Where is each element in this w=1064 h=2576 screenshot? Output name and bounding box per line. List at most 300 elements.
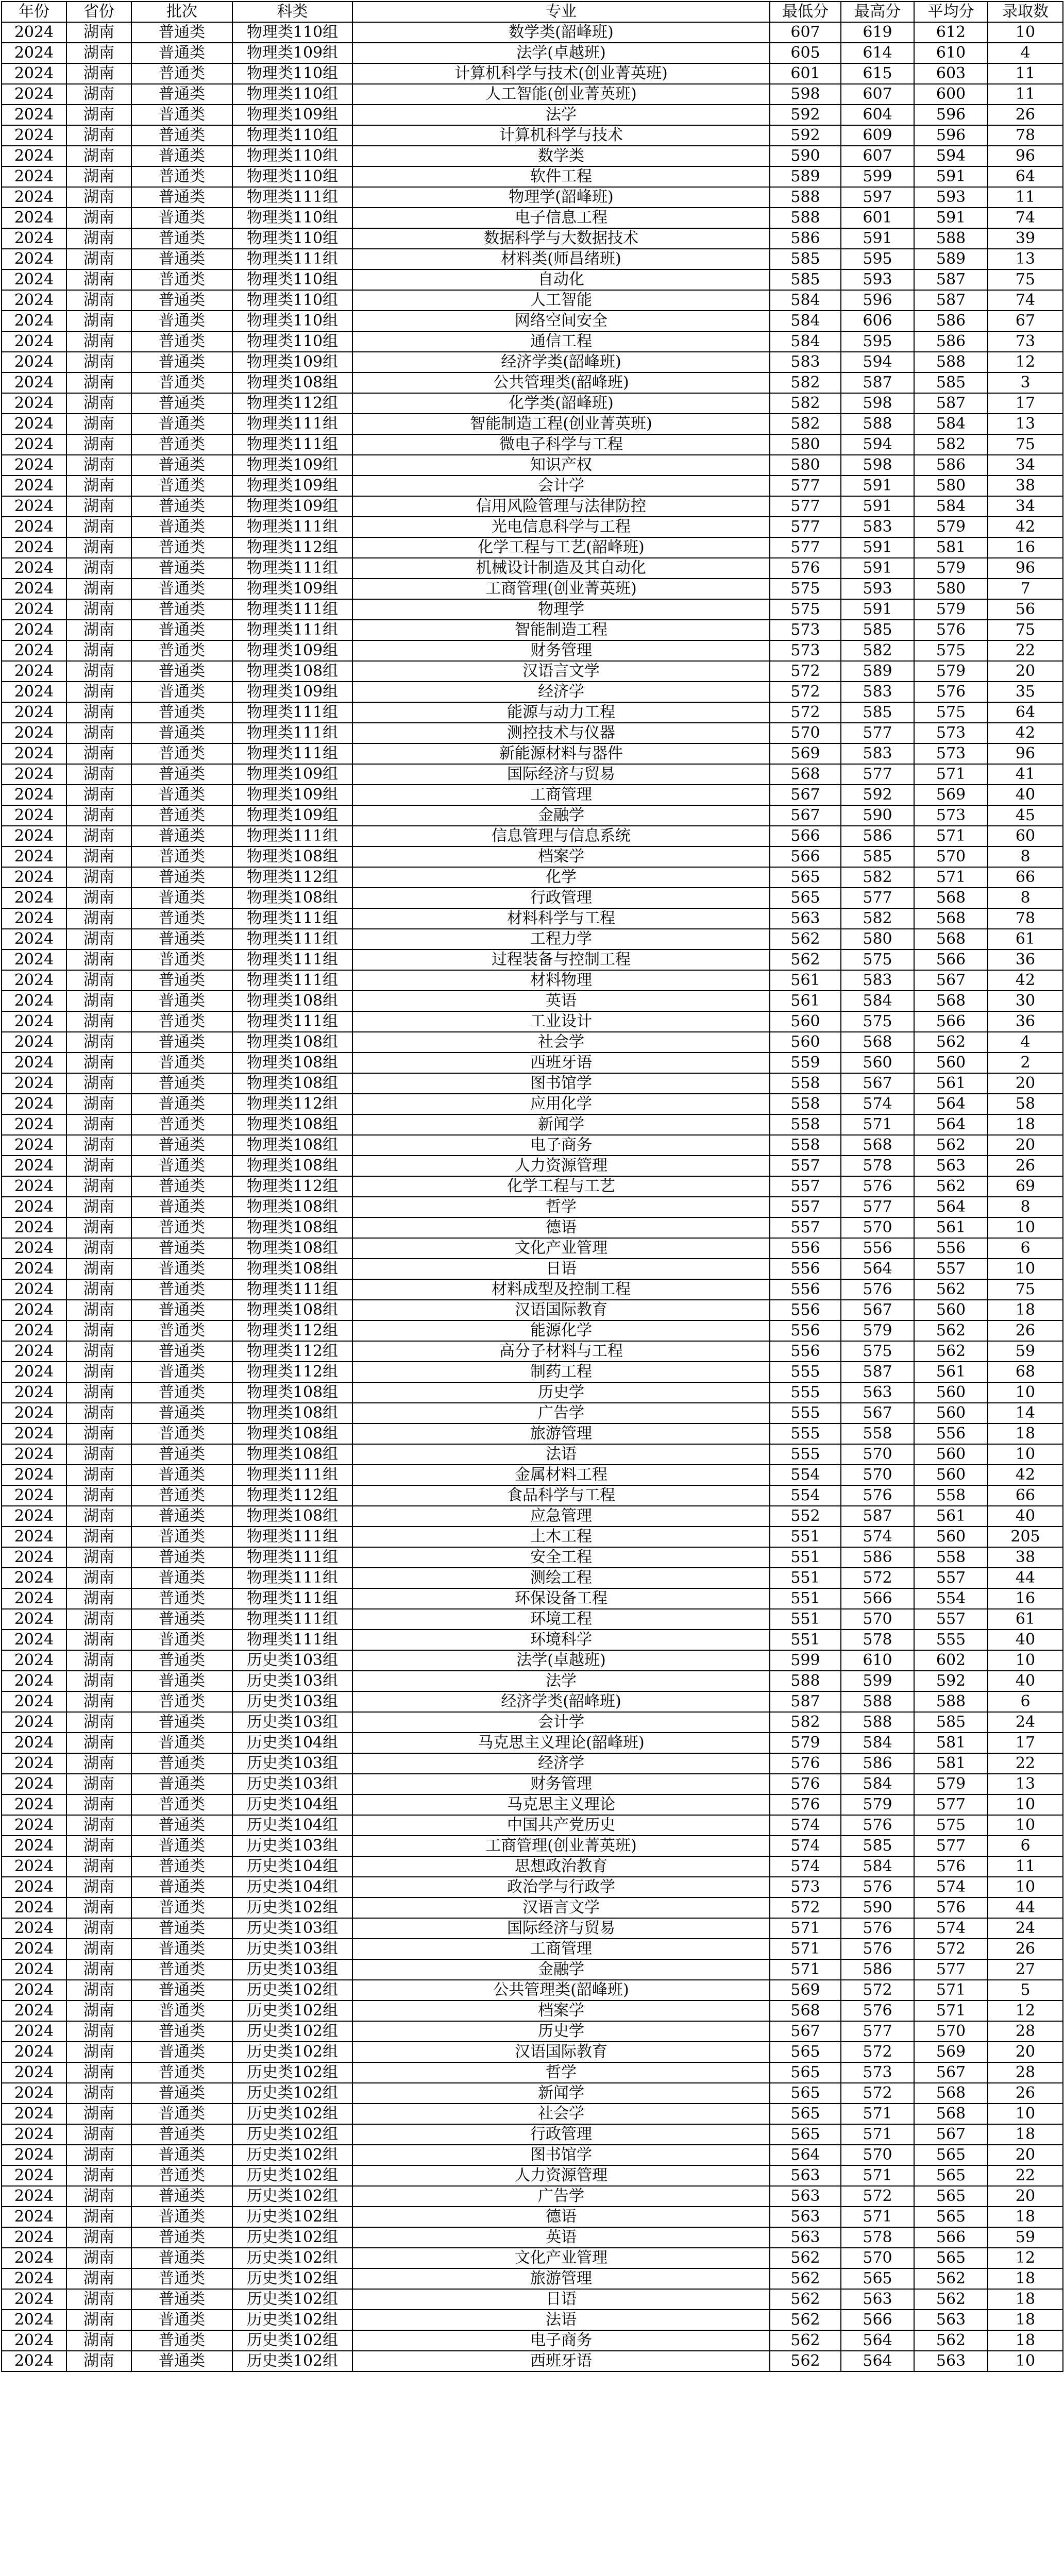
cell-batch: 普通类 bbox=[131, 228, 232, 249]
cell-min-score: 575 bbox=[770, 599, 841, 620]
cell-min-score: 568 bbox=[770, 764, 841, 785]
cell-year: 2024 bbox=[2, 1279, 66, 1300]
cell-subject-type: 物理类108组 bbox=[232, 1238, 352, 1259]
table-row bbox=[2, 2062, 1063, 2083]
cell-subject-type: 历史类102组 bbox=[232, 2145, 352, 2165]
cell-avg-score: 587 bbox=[914, 269, 988, 290]
cell-max-score: 599 bbox=[841, 166, 914, 187]
cell-min-score: 552 bbox=[770, 1506, 841, 1527]
cell-avg-score: 573 bbox=[914, 723, 988, 743]
cell-avg-score: 579 bbox=[914, 517, 988, 537]
cell-batch: 普通类 bbox=[131, 1135, 232, 1156]
table-row bbox=[2, 1918, 1063, 1939]
cell-max-score: 571 bbox=[841, 2165, 914, 2186]
cell-major: 物理学 bbox=[352, 599, 770, 620]
cell-province: 湖南 bbox=[66, 1630, 131, 1650]
cell-major: 人工智能 bbox=[352, 290, 770, 311]
table-row bbox=[2, 1609, 1063, 1630]
cell-admitted-count: 22 bbox=[988, 640, 1063, 661]
cell-batch: 普通类 bbox=[131, 1527, 232, 1547]
cell-major: 电子信息工程 bbox=[352, 208, 770, 228]
cell-batch: 普通类 bbox=[131, 2104, 232, 2124]
cell-subject-type: 物理类108组 bbox=[232, 1259, 352, 1279]
cell-major: 经济学 bbox=[352, 682, 770, 702]
table-row bbox=[2, 455, 1063, 476]
cell-avg-score: 564 bbox=[914, 1197, 988, 1217]
cell-avg-score: 569 bbox=[914, 785, 988, 805]
cell-subject-type: 历史类102组 bbox=[232, 2310, 352, 2330]
cell-province: 湖南 bbox=[66, 1650, 131, 1671]
cell-max-score: 601 bbox=[841, 208, 914, 228]
cell-min-score: 572 bbox=[770, 1897, 841, 1918]
cell-major: 环保设备工程 bbox=[352, 1588, 770, 1609]
cell-subject-type: 历史类104组 bbox=[232, 1794, 352, 1815]
table-row bbox=[2, 125, 1063, 146]
cell-batch: 普通类 bbox=[131, 764, 232, 785]
cell-max-score: 593 bbox=[841, 579, 914, 599]
cell-min-score: 557 bbox=[770, 1176, 841, 1197]
cell-batch: 普通类 bbox=[131, 1259, 232, 1279]
cell-avg-score: 581 bbox=[914, 537, 988, 558]
cell-max-score: 610 bbox=[841, 1650, 914, 1671]
table-row bbox=[2, 2104, 1063, 2124]
cell-province: 湖南 bbox=[66, 2186, 131, 2207]
cell-province: 湖南 bbox=[66, 434, 131, 455]
table-row bbox=[2, 1671, 1063, 1691]
table-row bbox=[2, 908, 1063, 929]
cell-avg-score: 577 bbox=[914, 1794, 988, 1815]
cell-province: 湖南 bbox=[66, 805, 131, 826]
cell-year: 2024 bbox=[2, 2062, 66, 2083]
cell-admitted-count: 96 bbox=[988, 558, 1063, 579]
cell-admitted-count: 42 bbox=[988, 970, 1063, 991]
cell-subject-type: 历史类102组 bbox=[232, 2268, 352, 2289]
cell-major: 智能制造工程 bbox=[352, 620, 770, 640]
cell-subject-type: 历史类102组 bbox=[232, 2001, 352, 2021]
cell-min-score: 570 bbox=[770, 723, 841, 743]
cell-year: 2024 bbox=[2, 2186, 66, 2207]
cell-admitted-count: 75 bbox=[988, 620, 1063, 640]
cell-subject-type: 物理类111组 bbox=[232, 1011, 352, 1032]
cell-admitted-count: 61 bbox=[988, 1609, 1063, 1630]
table-row bbox=[2, 1423, 1063, 1444]
cell-province: 湖南 bbox=[66, 22, 131, 43]
cell-min-score: 586 bbox=[770, 228, 841, 249]
cell-subject-type: 物理类112组 bbox=[232, 1320, 352, 1341]
cell-batch: 普通类 bbox=[131, 723, 232, 743]
cell-batch: 普通类 bbox=[131, 1959, 232, 1980]
cell-subject-type: 物理类111组 bbox=[232, 908, 352, 929]
table-row bbox=[2, 476, 1063, 496]
cell-year: 2024 bbox=[2, 166, 66, 187]
cell-subject-type: 物理类109组 bbox=[232, 43, 352, 63]
cell-min-score: 582 bbox=[770, 1712, 841, 1733]
cell-avg-score: 576 bbox=[914, 620, 988, 640]
cell-min-score: 583 bbox=[770, 352, 841, 372]
cell-min-score: 601 bbox=[770, 63, 841, 84]
cell-batch: 普通类 bbox=[131, 2165, 232, 2186]
header-batch: 批次 bbox=[131, 2, 232, 22]
cell-major: 文化产业管理 bbox=[352, 2248, 770, 2268]
cell-avg-score: 561 bbox=[914, 1362, 988, 1382]
cell-major: 计算机科学与技术(创业菁英班) bbox=[352, 63, 770, 84]
cell-min-score: 556 bbox=[770, 1341, 841, 1362]
cell-batch: 普通类 bbox=[131, 970, 232, 991]
cell-major: 机械设计制造及其自动化 bbox=[352, 558, 770, 579]
cell-major: 人工智能(创业菁英班) bbox=[352, 84, 770, 105]
cell-batch: 普通类 bbox=[131, 1382, 232, 1403]
cell-major: 公共管理类(韶峰班) bbox=[352, 1980, 770, 2001]
cell-batch: 普通类 bbox=[131, 1691, 232, 1712]
cell-subject-type: 历史类102组 bbox=[232, 2227, 352, 2248]
cell-batch: 普通类 bbox=[131, 1444, 232, 1465]
cell-batch: 普通类 bbox=[131, 84, 232, 105]
cell-max-score: 571 bbox=[841, 1114, 914, 1135]
cell-admitted-count: 66 bbox=[988, 1485, 1063, 1506]
cell-province: 湖南 bbox=[66, 537, 131, 558]
table-row bbox=[2, 1341, 1063, 1362]
cell-province: 湖南 bbox=[66, 2083, 131, 2104]
cell-subject-type: 物理类110组 bbox=[232, 63, 352, 84]
cell-max-score: 585 bbox=[841, 620, 914, 640]
table-row bbox=[2, 805, 1063, 826]
cell-min-score: 592 bbox=[770, 105, 841, 125]
cell-min-score: 556 bbox=[770, 1238, 841, 1259]
cell-major: 汉语言文学 bbox=[352, 661, 770, 682]
cell-avg-score: 588 bbox=[914, 352, 988, 372]
table-row bbox=[2, 2001, 1063, 2021]
cell-year: 2024 bbox=[2, 846, 66, 867]
cell-province: 湖南 bbox=[66, 63, 131, 84]
cell-max-score: 591 bbox=[841, 476, 914, 496]
table-row bbox=[2, 105, 1063, 125]
cell-min-score: 554 bbox=[770, 1465, 841, 1485]
cell-year: 2024 bbox=[2, 620, 66, 640]
cell-min-score: 554 bbox=[770, 1485, 841, 1506]
cell-min-score: 551 bbox=[770, 1568, 841, 1588]
cell-admitted-count: 20 bbox=[988, 1135, 1063, 1156]
cell-year: 2024 bbox=[2, 970, 66, 991]
table-row bbox=[2, 1506, 1063, 1527]
cell-major: 化学工程与工艺(韶峰班) bbox=[352, 537, 770, 558]
cell-subject-type: 历史类104组 bbox=[232, 1877, 352, 1897]
cell-province: 湖南 bbox=[66, 723, 131, 743]
cell-avg-score: 575 bbox=[914, 702, 988, 723]
cell-max-score: 575 bbox=[841, 1341, 914, 1362]
cell-admitted-count: 26 bbox=[988, 1939, 1063, 1959]
cell-admitted-count: 16 bbox=[988, 1588, 1063, 1609]
cell-max-score: 572 bbox=[841, 2042, 914, 2062]
cell-avg-score: 591 bbox=[914, 208, 988, 228]
cell-major: 经济学类(韶峰班) bbox=[352, 352, 770, 372]
cell-year: 2024 bbox=[2, 1176, 66, 1197]
cell-admitted-count: 75 bbox=[988, 434, 1063, 455]
cell-max-score: 619 bbox=[841, 22, 914, 43]
cell-max-score: 590 bbox=[841, 805, 914, 826]
cell-max-score: 567 bbox=[841, 1300, 914, 1320]
cell-subject-type: 物理类109组 bbox=[232, 805, 352, 826]
cell-admitted-count: 11 bbox=[988, 63, 1063, 84]
cell-admitted-count: 22 bbox=[988, 1753, 1063, 1774]
cell-subject-type: 物理类108组 bbox=[232, 1114, 352, 1135]
cell-year: 2024 bbox=[2, 1547, 66, 1568]
cell-year: 2024 bbox=[2, 558, 66, 579]
cell-major: 土木工程 bbox=[352, 1527, 770, 1547]
cell-subject-type: 物理类111组 bbox=[232, 826, 352, 846]
cell-province: 湖南 bbox=[66, 2310, 131, 2330]
cell-max-score: 570 bbox=[841, 1465, 914, 1485]
table-row bbox=[2, 2186, 1063, 2207]
cell-subject-type: 物理类110组 bbox=[232, 125, 352, 146]
cell-province: 湖南 bbox=[66, 43, 131, 63]
cell-avg-score: 576 bbox=[914, 682, 988, 702]
cell-avg-score: 562 bbox=[914, 2268, 988, 2289]
cell-admitted-count: 13 bbox=[988, 249, 1063, 269]
table-row bbox=[2, 579, 1063, 599]
cell-major: 化学工程与工艺 bbox=[352, 1176, 770, 1197]
cell-subject-type: 历史类103组 bbox=[232, 1650, 352, 1671]
cell-admitted-count: 44 bbox=[988, 1568, 1063, 1588]
cell-min-score: 571 bbox=[770, 1939, 841, 1959]
cell-max-score: 591 bbox=[841, 537, 914, 558]
cell-province: 湖南 bbox=[66, 1238, 131, 1259]
table-row bbox=[2, 620, 1063, 640]
cell-admitted-count: 10 bbox=[988, 1444, 1063, 1465]
cell-min-score: 585 bbox=[770, 269, 841, 290]
cell-major: 化学类(韶峰班) bbox=[352, 393, 770, 414]
cell-min-score: 573 bbox=[770, 640, 841, 661]
cell-major: 高分子材料与工程 bbox=[352, 1341, 770, 1362]
table-row bbox=[2, 2083, 1063, 2104]
cell-admitted-count: 61 bbox=[988, 929, 1063, 950]
cell-year: 2024 bbox=[2, 1114, 66, 1135]
cell-admitted-count: 11 bbox=[988, 1856, 1063, 1877]
cell-major: 经济学类(韶峰班) bbox=[352, 1691, 770, 1712]
cell-subject-type: 物理类108组 bbox=[232, 1382, 352, 1403]
cell-avg-score: 594 bbox=[914, 146, 988, 166]
cell-min-score: 551 bbox=[770, 1588, 841, 1609]
cell-batch: 普通类 bbox=[131, 620, 232, 640]
cell-max-score: 584 bbox=[841, 1733, 914, 1753]
cell-avg-score: 581 bbox=[914, 1753, 988, 1774]
cell-avg-score: 586 bbox=[914, 455, 988, 476]
cell-min-score: 607 bbox=[770, 22, 841, 43]
cell-subject-type: 物理类108组 bbox=[232, 661, 352, 682]
cell-admitted-count: 28 bbox=[988, 2021, 1063, 2042]
cell-major: 档案学 bbox=[352, 2001, 770, 2021]
cell-admitted-count: 24 bbox=[988, 1712, 1063, 1733]
cell-batch: 普通类 bbox=[131, 1712, 232, 1733]
cell-max-score: 591 bbox=[841, 599, 914, 620]
cell-major: 法语 bbox=[352, 2310, 770, 2330]
cell-admitted-count: 8 bbox=[988, 846, 1063, 867]
cell-admitted-count: 26 bbox=[988, 105, 1063, 125]
cell-max-score: 577 bbox=[841, 723, 914, 743]
cell-subject-type: 物理类108组 bbox=[232, 1156, 352, 1176]
cell-province: 湖南 bbox=[66, 1300, 131, 1320]
cell-max-score: 575 bbox=[841, 950, 914, 970]
cell-batch: 普通类 bbox=[131, 1176, 232, 1197]
cell-province: 湖南 bbox=[66, 2351, 131, 2371]
cell-year: 2024 bbox=[2, 1382, 66, 1403]
cell-subject-type: 物理类111组 bbox=[232, 1588, 352, 1609]
cell-admitted-count: 42 bbox=[988, 723, 1063, 743]
cell-year: 2024 bbox=[2, 1444, 66, 1465]
cell-min-score: 588 bbox=[770, 187, 841, 208]
cell-province: 湖南 bbox=[66, 105, 131, 125]
cell-max-score: 576 bbox=[841, 1485, 914, 1506]
cell-major: 旅游管理 bbox=[352, 1423, 770, 1444]
cell-province: 湖南 bbox=[66, 1156, 131, 1176]
cell-batch: 普通类 bbox=[131, 1939, 232, 1959]
cell-admitted-count: 18 bbox=[988, 1114, 1063, 1135]
cell-min-score: 577 bbox=[770, 496, 841, 517]
table-row bbox=[2, 43, 1063, 63]
cell-batch: 普通类 bbox=[131, 1836, 232, 1856]
cell-batch: 普通类 bbox=[131, 372, 232, 393]
cell-avg-score: 600 bbox=[914, 84, 988, 105]
cell-major: 智能制造工程(创业菁英班) bbox=[352, 414, 770, 434]
cell-admitted-count: 4 bbox=[988, 43, 1063, 63]
cell-province: 湖南 bbox=[66, 1980, 131, 2001]
cell-max-score: 583 bbox=[841, 517, 914, 537]
cell-province: 湖南 bbox=[66, 2124, 131, 2145]
cell-batch: 普通类 bbox=[131, 1650, 232, 1671]
cell-subject-type: 物理类111组 bbox=[232, 723, 352, 743]
cell-batch: 普通类 bbox=[131, 929, 232, 950]
cell-max-score: 590 bbox=[841, 1897, 914, 1918]
cell-min-score: 551 bbox=[770, 1630, 841, 1650]
cell-year: 2024 bbox=[2, 2330, 66, 2351]
table-row bbox=[2, 2268, 1063, 2289]
cell-avg-score: 568 bbox=[914, 2104, 988, 2124]
cell-year: 2024 bbox=[2, 2268, 66, 2289]
cell-batch: 普通类 bbox=[131, 2330, 232, 2351]
cell-max-score: 606 bbox=[841, 311, 914, 331]
cell-avg-score: 579 bbox=[914, 558, 988, 579]
cell-max-score: 584 bbox=[841, 991, 914, 1011]
cell-year: 2024 bbox=[2, 1527, 66, 1547]
cell-min-score: 556 bbox=[770, 1279, 841, 1300]
cell-admitted-count: 96 bbox=[988, 146, 1063, 166]
cell-year: 2024 bbox=[2, 702, 66, 723]
cell-subject-type: 历史类103组 bbox=[232, 1939, 352, 1959]
cell-subject-type: 物理类111组 bbox=[232, 1279, 352, 1300]
cell-min-score: 577 bbox=[770, 476, 841, 496]
cell-max-score: 584 bbox=[841, 1856, 914, 1877]
cell-subject-type: 物理类109组 bbox=[232, 105, 352, 125]
table-row bbox=[2, 2145, 1063, 2165]
cell-min-score: 582 bbox=[770, 414, 841, 434]
cell-max-score: 572 bbox=[841, 1980, 914, 2001]
cell-batch: 普通类 bbox=[131, 393, 232, 414]
cell-major: 环境工程 bbox=[352, 1609, 770, 1630]
cell-subject-type: 历史类102组 bbox=[232, 2289, 352, 2310]
cell-admitted-count: 42 bbox=[988, 1465, 1063, 1485]
cell-year: 2024 bbox=[2, 1671, 66, 1691]
cell-min-score: 572 bbox=[770, 702, 841, 723]
cell-avg-score: 571 bbox=[914, 764, 988, 785]
cell-max-score: 583 bbox=[841, 970, 914, 991]
cell-year: 2024 bbox=[2, 1794, 66, 1815]
cell-batch: 普通类 bbox=[131, 1053, 232, 1073]
cell-year: 2024 bbox=[2, 1836, 66, 1856]
cell-province: 湖南 bbox=[66, 620, 131, 640]
cell-major: 哲学 bbox=[352, 1197, 770, 1217]
cell-avg-score: 561 bbox=[914, 1217, 988, 1238]
cell-year: 2024 bbox=[2, 84, 66, 105]
cell-batch: 普通类 bbox=[131, 2351, 232, 2371]
cell-avg-score: 586 bbox=[914, 311, 988, 331]
cell-admitted-count: 41 bbox=[988, 764, 1063, 785]
cell-major: 历史学 bbox=[352, 2021, 770, 2042]
cell-admitted-count: 18 bbox=[988, 2207, 1063, 2227]
cell-year: 2024 bbox=[2, 2289, 66, 2310]
cell-batch: 普通类 bbox=[131, 1671, 232, 1691]
cell-batch: 普通类 bbox=[131, 1011, 232, 1032]
table-row bbox=[2, 558, 1063, 579]
table-row bbox=[2, 1279, 1063, 1300]
cell-admitted-count: 69 bbox=[988, 1176, 1063, 1197]
cell-max-score: 577 bbox=[841, 1197, 914, 1217]
cell-avg-score: 574 bbox=[914, 1877, 988, 1897]
cell-min-score: 587 bbox=[770, 1691, 841, 1712]
cell-max-score: 570 bbox=[841, 1444, 914, 1465]
table-row bbox=[2, 1176, 1063, 1197]
cell-province: 湖南 bbox=[66, 1423, 131, 1444]
cell-min-score: 551 bbox=[770, 1527, 841, 1547]
cell-major: 计算机科学与技术 bbox=[352, 125, 770, 146]
cell-min-score: 574 bbox=[770, 1856, 841, 1877]
cell-province: 湖南 bbox=[66, 166, 131, 187]
cell-min-score: 574 bbox=[770, 1815, 841, 1836]
cell-admitted-count: 26 bbox=[988, 1156, 1063, 1176]
cell-min-score: 584 bbox=[770, 290, 841, 311]
cell-major: 信息管理与信息系统 bbox=[352, 826, 770, 846]
cell-subject-type: 历史类102组 bbox=[232, 1980, 352, 2001]
cell-batch: 普通类 bbox=[131, 1114, 232, 1135]
cell-year: 2024 bbox=[2, 640, 66, 661]
cell-min-score: 565 bbox=[770, 867, 841, 888]
table-row bbox=[2, 1712, 1063, 1733]
cell-province: 湖南 bbox=[66, 929, 131, 950]
cell-subject-type: 物理类111组 bbox=[232, 620, 352, 640]
cell-province: 湖南 bbox=[66, 702, 131, 723]
cell-subject-type: 物理类111组 bbox=[232, 970, 352, 991]
cell-min-score: 555 bbox=[770, 1362, 841, 1382]
cell-subject-type: 历史类104组 bbox=[232, 1815, 352, 1836]
cell-admitted-count: 12 bbox=[988, 2248, 1063, 2268]
table-row bbox=[2, 2351, 1063, 2371]
cell-avg-score: 557 bbox=[914, 1259, 988, 1279]
table-row bbox=[2, 1774, 1063, 1794]
cell-province: 湖南 bbox=[66, 2207, 131, 2227]
cell-year: 2024 bbox=[2, 1032, 66, 1053]
cell-major: 测控技术与仪器 bbox=[352, 723, 770, 743]
cell-year: 2024 bbox=[2, 331, 66, 352]
cell-admitted-count: 8 bbox=[988, 1197, 1063, 1217]
cell-max-score: 563 bbox=[841, 1382, 914, 1403]
cell-max-score: 595 bbox=[841, 331, 914, 352]
cell-min-score: 565 bbox=[770, 888, 841, 908]
cell-major: 会计学 bbox=[352, 476, 770, 496]
cell-max-score: 604 bbox=[841, 105, 914, 125]
cell-avg-score: 562 bbox=[914, 2330, 988, 2351]
cell-admitted-count: 18 bbox=[988, 2289, 1063, 2310]
cell-year: 2024 bbox=[2, 2021, 66, 2042]
cell-province: 湖南 bbox=[66, 393, 131, 414]
cell-year: 2024 bbox=[2, 496, 66, 517]
